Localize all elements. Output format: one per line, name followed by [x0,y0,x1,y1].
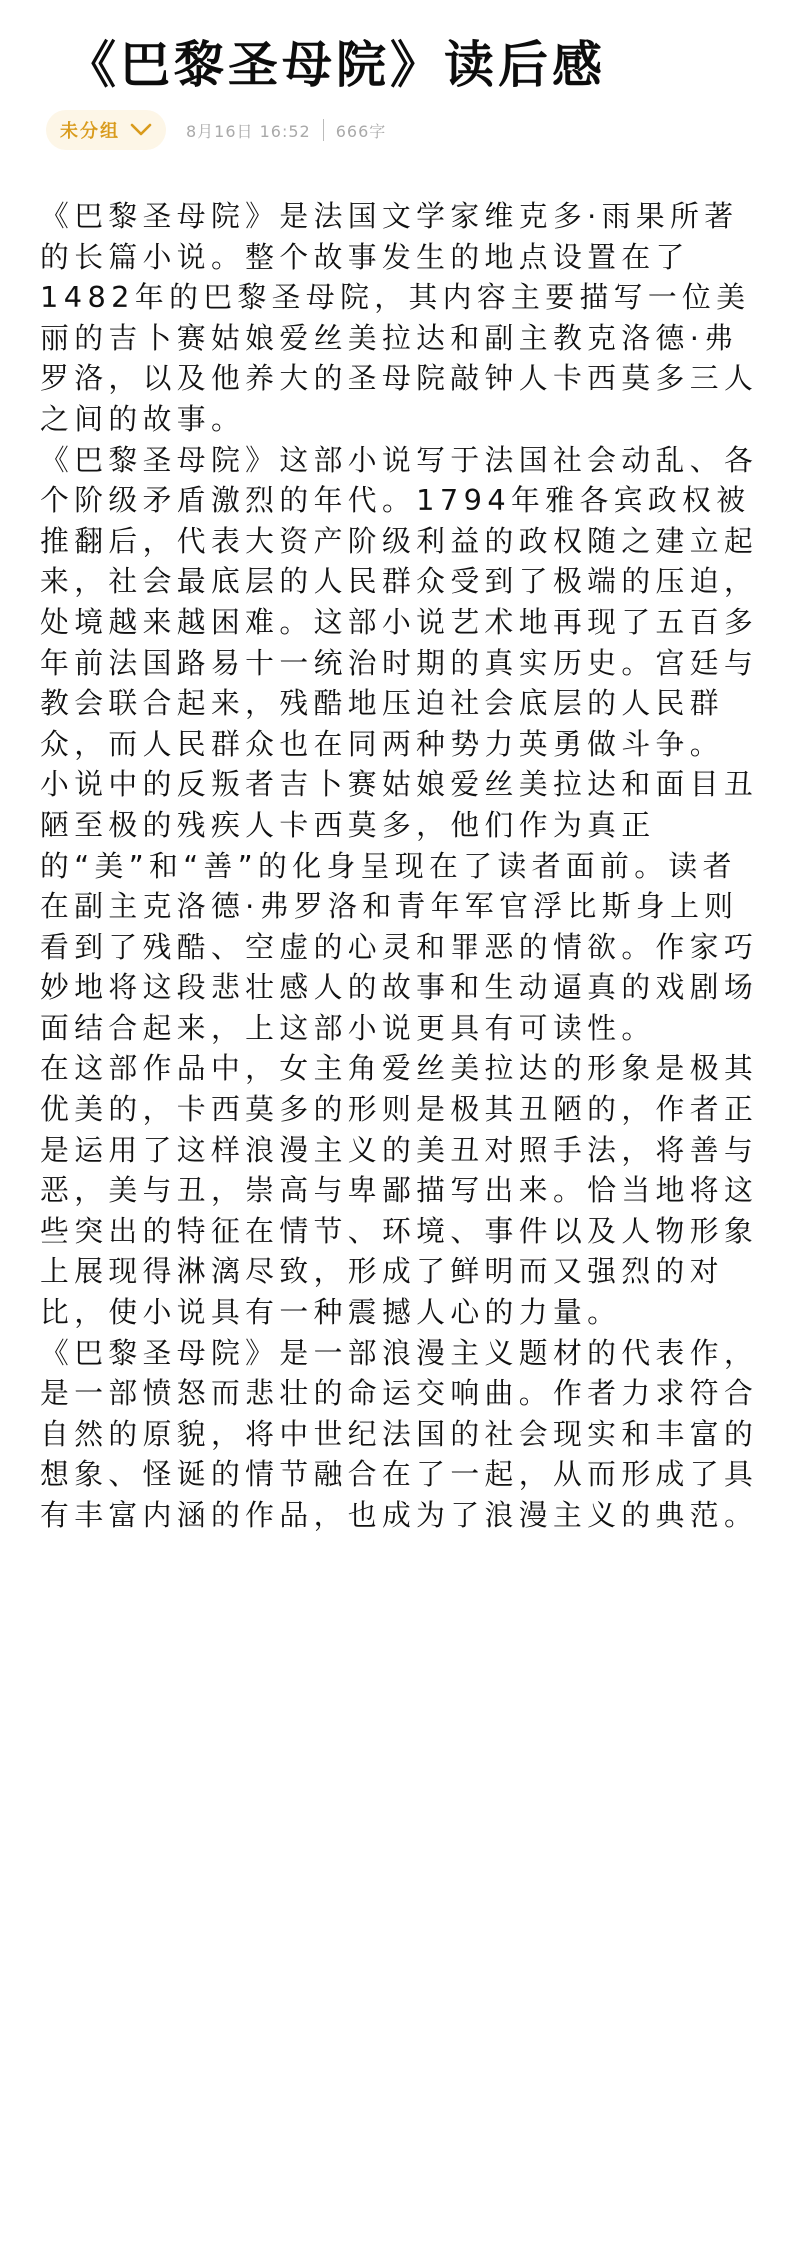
paragraph: 在这部作品中，女主角爱丝美拉达的形象是极其优美的，卡西莫多的形则是极其丑陋的，作者正是运用了这样浪漫主义的美丑对照手法，将善与恶，美与丑，崇高与卑鄙描写出来。恰当地将这些突出的特征在情节、环境、事件以及人物形象上展现得淋漓尽致，形成了鲜明而又强烈的对比，使小说具有一种震撼人心的力量。 [40,1051,759,1330]
paragraph: 《巴黎圣母院》是一部浪漫主义题材的代表作，是一部愤怒而悲壮的命运交响曲。作者力求符合自然的原貌，将中世纪法国的社会现实和丰富的想象、怪诞的情节融合在了一起，从而形成了具有丰富内涵的作品，也成为了浪漫主义的典范。 [40,1335,759,1532]
meta-divider [323,119,324,141]
note-date: 8月16日 16:52 [186,121,311,141]
group-selector[interactable] [46,110,166,150]
group-label: 未分组 [60,121,120,142]
paragraph: 《巴黎圣母院》这部小说写于法国社会动乱、各个阶级矛盾激烈的年代。1794年雅各宾政权被推翻后，代表大资产阶级利益的政权随之建立起来，社会最底层的人民群众受到了极端的压迫，处境越来越困难。这部小说艺术地再现了五百多年前法国路易十一统治时期的真实历史。宫廷与教会联合起来，残酷地压迫社会底层的人民群众，而人民群众也在同两种势力英勇做斗争。 [40,442,759,761]
paragraph: 小说中的反叛者吉卜赛姑娘爱丝美拉达和面目丑陋至极的残疾人卡西莫多，他们作为真正的“美”和“善”的化身呈现在了读者面前。读者在副主克洛德·弗罗洛和青年军官浮比斯身上则看到了残酷、空虚的心灵和罪恶的情欲。作家巧妙地将这段悲壮感人的故事和生动逼真的戏剧场面结合起来，上这部小说更具有可读性。 [40,767,759,1045]
note-meta-row [46,110,386,150]
note-body[interactable] [40,196,760,1536]
paragraph: 《巴黎圣母院》是法国文学家维克多·雨果所著的长篇小说。整个故事发生的地点设置在了1482年的巴黎圣母院，其内容主要描写一位美丽的吉卜赛姑娘爱丝美拉达和副主教克洛德·弗罗洛，以及他养大的圣母院敲钟人卡西莫多三人之间的故事。 [40,199,759,436]
word-count: 666字 [335,121,387,141]
chevron-down-icon [130,123,152,137]
note-title[interactable]: 《巴黎圣母院》读后感 [66,36,606,94]
